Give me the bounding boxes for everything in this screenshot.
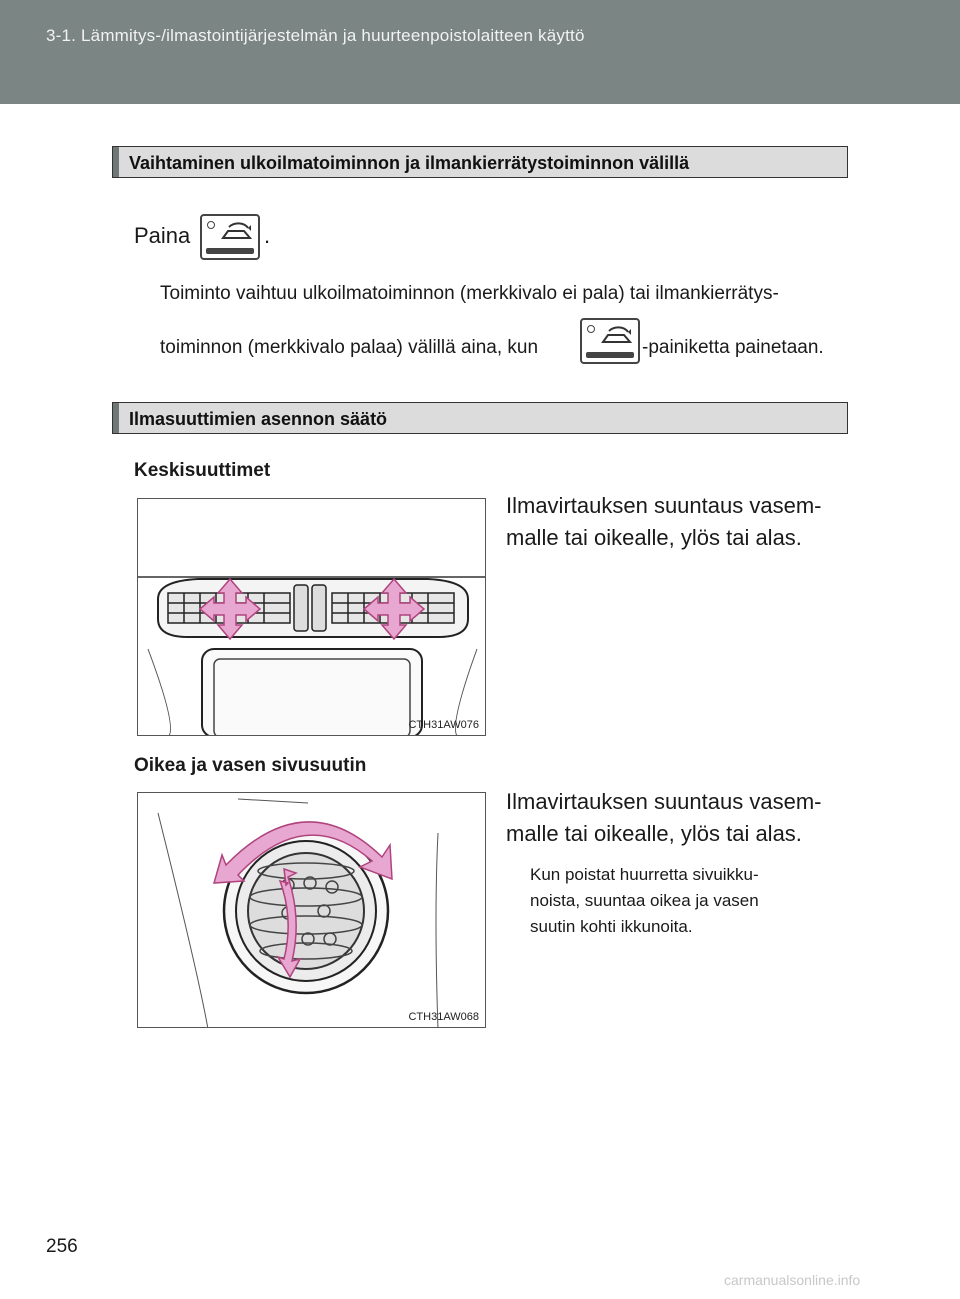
button-base	[206, 248, 254, 254]
watermark: carmanualsonline.info	[724, 1272, 861, 1288]
figure-code: CTH31AW068	[408, 1011, 479, 1023]
instruction-prefix: Paina	[134, 223, 191, 248]
note-line-2-suffix: -painiketta painetaan.	[642, 337, 824, 358]
center-vents-desc-1: Ilmavirtauksen suuntaus vasem-	[506, 493, 822, 518]
side-vents-note-1: Kun poistat huurretta sivuikku-	[530, 865, 759, 884]
instruction-suffix: .	[264, 223, 271, 248]
section-heading-recirculation	[112, 146, 848, 178]
indicator-lamp-icon	[587, 325, 595, 333]
side-vent-illustration	[138, 793, 486, 1028]
note-line-2-prefix: toiminnon (merkkivalo palaa) välillä aina, kun	[160, 337, 539, 358]
figure-code: CTH31AW076	[408, 719, 479, 731]
side-vents-desc-1: Ilmavirtauksen suuntaus vasem-	[506, 789, 822, 814]
button-base	[586, 352, 634, 358]
car-recirculation-icon	[220, 222, 256, 246]
page-number: 256	[46, 1236, 78, 1257]
heading-accent	[113, 403, 119, 433]
side-vents-title: Oikea ja vasen sivusuutin	[134, 755, 367, 776]
side-vents-note-2: noista, suuntaa oikea ja vasen	[530, 891, 759, 910]
car-recirculation-icon	[600, 326, 636, 350]
section-heading-label: Ilmasuuttimien asennon säätö	[129, 409, 388, 429]
note-line-1: Toiminto vaihtuu ulkoilmatoiminnon (merkkivalo ei pala) tai ilmankierrätys-	[160, 283, 779, 304]
indicator-lamp-icon	[207, 221, 215, 229]
center-vents-desc-2: malle tai oikealle, ylös tai alas.	[506, 525, 802, 550]
side-vents-desc-2: malle tai oikealle, ylös tai alas.	[506, 821, 802, 846]
center-vents-title: Keskisuuttimet	[134, 460, 271, 481]
recirculation-button-icon-inline	[580, 318, 640, 364]
center-vents-illustration	[138, 499, 486, 736]
recirculation-button-icon	[200, 214, 260, 260]
heading-accent	[113, 147, 119, 177]
center-vents-figure	[137, 498, 486, 736]
chapter-title: 3-1. Lämmitys-/ilmastointijärjestelmän ja huurteenpoistolaitteen käyttö	[46, 26, 585, 45]
section-heading-vents	[112, 402, 848, 434]
side-vents-figure	[137, 792, 486, 1028]
header-band	[0, 0, 960, 104]
section-heading-label: Vaihtaminen ulkoilmatoiminnon ja ilmankierrätystoiminnon välillä	[129, 153, 690, 173]
side-vents-note-3: suutin kohti ikkunoita.	[530, 917, 693, 936]
